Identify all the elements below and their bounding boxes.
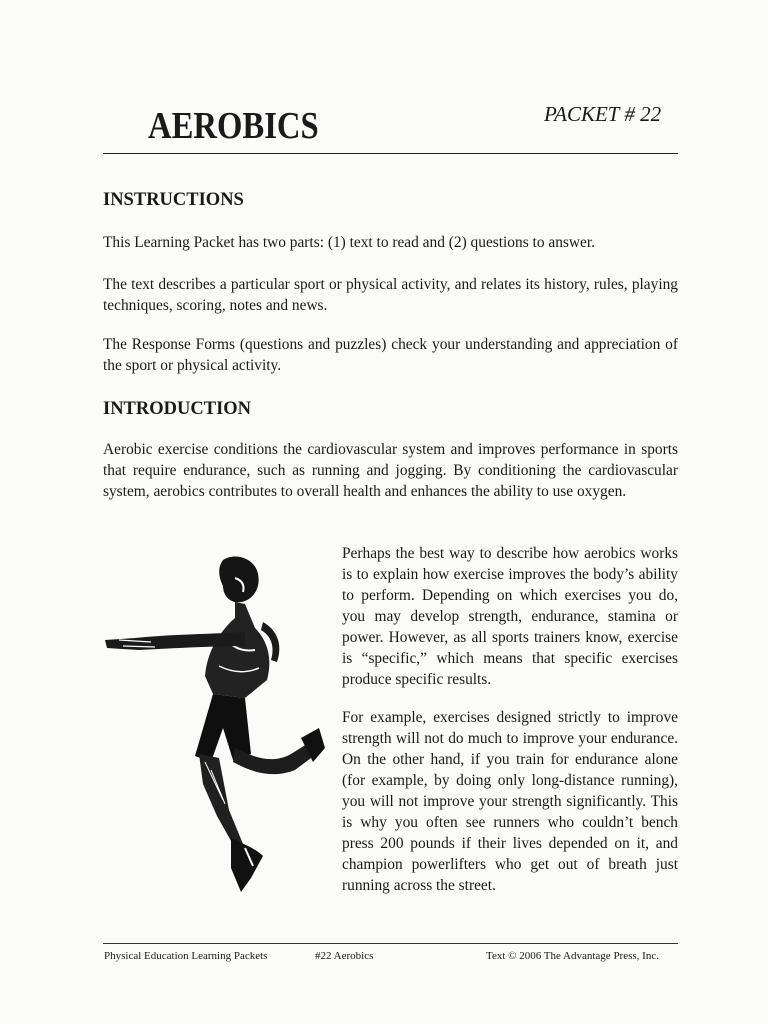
footer-copyright: Text © 2006 The Advantage Press, Inc. — [486, 950, 659, 962]
instructions-paragraph-1: This Learning Packet has two parts: (1) text to read and (2) questions to answer. — [103, 234, 595, 251]
introduction-paragraph-1: Aerobic exercise conditions the cardiovascular system and improves performance in sports that require endurance, such as running and jogging. By conditioning the cardiovascular system, aerobics contributes to overall health and enhances the ability to use oxygen. — [103, 441, 678, 500]
header-rule — [103, 153, 678, 154]
introduction-paragraph-3: For example, exercises designed strictly to improve strength will not do much to improve your endurance. On the other hand, if you train for endurance alone (for example, by doing only long-distance running), you will not improve your strength significantly. This is why you often see runners who couldn’t bench press 200 pounds if their lives depended on it, and champion powerlifters who get out of breath just running across the street. — [342, 709, 678, 894]
runner-illustration — [95, 548, 335, 908]
packet-number: PACKET # 22 — [544, 102, 662, 126]
introduction-paragraph-2: Perhaps the best way to describe how aerobics works is to explain how exercise improves the body’s ability to perform. Depending on which exercises you do, you may develop strength, endurance, stamina or power. However, as all sports trainers know, exercise is “specific,” which means that specific exercises produce specific results. — [342, 545, 678, 688]
instructions-paragraph-3: The Response Forms (questions and puzzles) check your understanding and appreciation of the sport or physical activity. — [103, 336, 678, 374]
introduction-heading: INTRODUCTION — [103, 399, 252, 419]
footer-rule — [103, 943, 678, 944]
instructions-heading: INSTRUCTIONS — [103, 190, 244, 210]
page-title: AEROBICS — [148, 105, 319, 147]
instructions-paragraph-2: The text describes a particular sport or physical activity, and relates its history, rules, playing techniques, scoring, notes and news. — [103, 276, 678, 314]
footer-packet: #22 Aerobics — [315, 950, 374, 962]
footer-series: Physical Education Learning Packets — [104, 950, 268, 962]
